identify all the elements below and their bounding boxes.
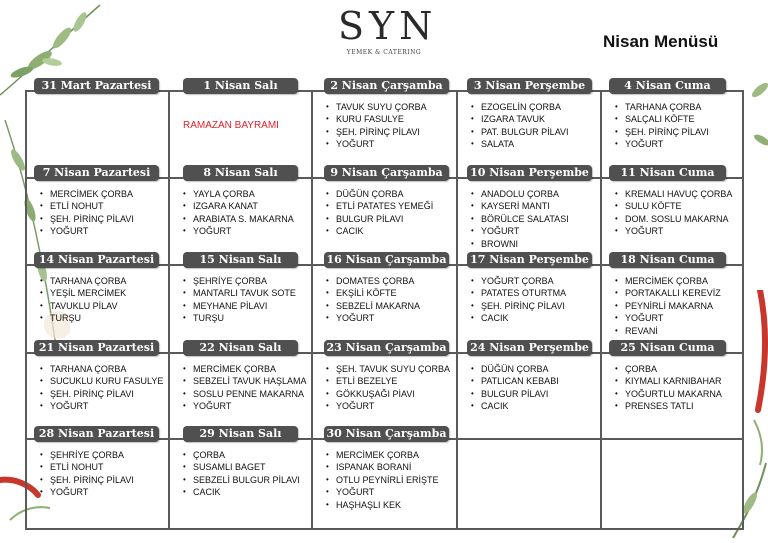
day-header: 25 Nisan Cuma	[609, 340, 726, 356]
day-header: 8 Nisan Salı	[183, 165, 298, 181]
menu-item: • ŞEH. PİRİNÇ PİLAVI	[469, 300, 566, 312]
menu-item: • ETLİ BEZELYE	[324, 375, 450, 387]
pepper-decoration-right	[740, 290, 768, 470]
menu-item: • CACIK	[181, 486, 300, 498]
grid-line-vertical	[311, 90, 313, 528]
day-header: 22 Nisan Salı	[183, 340, 298, 356]
menu-item: • BROWNI	[469, 238, 569, 250]
menu-item: • CACIK	[469, 312, 566, 324]
menu-list	[469, 101, 569, 151]
day-header: 30 Nisan Çarşamba	[324, 426, 449, 442]
menu-item: • IZGARA TAVUK	[469, 113, 569, 125]
menu-item: • PAT. BULGUR PİLAVI	[469, 126, 569, 138]
menu-item: • TARHANA ÇORBA	[38, 363, 163, 375]
menu-item: • YOĞURT	[613, 312, 721, 324]
menu-item: • MERCİMEK ÇORBA	[324, 449, 439, 461]
day-header: 15 Nisan Salı	[183, 252, 298, 268]
menu-list	[181, 188, 294, 238]
logo-wordmark: SYN	[338, 4, 438, 48]
menu-list	[469, 363, 559, 413]
menu-item: • YOĞURT	[613, 225, 732, 237]
menu-item: • KREMALI HAVUÇ ÇORBA	[613, 188, 732, 200]
day-header: 3 Nisan Perşembe	[467, 78, 592, 94]
menu-item: • YOĞURT	[324, 138, 427, 150]
menu-item: • ŞEH. PİRİNÇ PİLAVI	[38, 213, 134, 225]
menu-list	[38, 363, 163, 413]
day-header: 11 Nisan Cuma	[609, 165, 726, 181]
menu-list	[181, 363, 307, 413]
menu-item: • DÜĞÜN ÇORBA	[324, 188, 433, 200]
day-header: 2 Nisan Çarşamba	[324, 78, 449, 94]
menu-item: • ŞEHRİYE ÇORBA	[181, 275, 296, 287]
menu-list	[181, 449, 300, 499]
menu-item: • MEYHANE PİLAVI	[181, 300, 296, 312]
menu-item: • PATLICAN KEBABI	[469, 375, 559, 387]
menu-item: • YOĞURT	[38, 225, 134, 237]
menu-item: • GÖKKUŞAĞI PİAVI	[324, 388, 450, 400]
menu-list	[181, 275, 296, 325]
menu-list	[324, 449, 439, 511]
menu-item: • CACIK	[324, 225, 433, 237]
menu-list	[613, 101, 709, 151]
menu-item: • TAVUK SUYU ÇORBA	[324, 101, 427, 113]
logo-subtitle: YEMEK & CATERING	[346, 49, 422, 56]
menu-item: • ÇORBA	[613, 363, 722, 375]
day-header: 1 Nisan Salı	[183, 78, 298, 94]
menu-item: • ŞEH. PİRİNÇ PİLAVI	[38, 388, 163, 400]
menu-list	[324, 275, 420, 325]
day-header: 24 Nisan Perşembe	[467, 340, 592, 356]
menu-item: • SEBZELİ MAKARNA	[324, 300, 420, 312]
menu-item: • YEŞİL MERCİMEK	[38, 287, 126, 299]
menu-item: • BULGUR PİLAVI	[324, 213, 433, 225]
menu-item: • YOĞURT	[181, 225, 294, 237]
day-header: 28 Nisan Pazartesi	[34, 426, 159, 442]
menu-item: • MANTARLI TAVUK SOTE	[181, 287, 296, 299]
menu-item: • ŞEH. PİRİNÇ PİLAVI	[324, 126, 427, 138]
menu-item: • SULU KÖFTE	[613, 200, 732, 212]
menu-list	[469, 275, 566, 325]
menu-list	[324, 101, 427, 151]
menu-list	[38, 275, 126, 325]
holiday-label: RAMAZAN BAYRAMI	[183, 120, 279, 131]
menu-item: • SEBZELİ TAVUK HAŞLAMA	[181, 375, 307, 387]
menu-item: • DÜĞÜN ÇORBA	[469, 363, 559, 375]
menu-list	[38, 188, 134, 238]
menu-item: • TARHANA ÇORBA	[613, 101, 709, 113]
menu-item: • EZOGELİN ÇORBA	[469, 101, 569, 113]
menu-item: • YOĞURT ÇORBA	[469, 275, 566, 287]
menu-list	[613, 275, 721, 337]
menu-item: • ŞEHRİYE ÇORBA	[38, 449, 134, 461]
menu-item: • BÖRÜLCE SALATASI	[469, 213, 569, 225]
menu-item: • HAŞHAŞLI KEK	[324, 499, 439, 511]
menu-item: • SOSLU PENNE MAKARNA	[181, 388, 307, 400]
menu-item: • ÇORBA	[181, 449, 300, 461]
menu-list	[613, 188, 732, 238]
menu-item: • ŞEH. TAVUK SUYU ÇORBA	[324, 363, 450, 375]
day-header: 21 Nisan Pazartesi	[34, 340, 159, 356]
day-header: 18 Nisan Cuma	[609, 252, 726, 268]
menu-item: • CACIK	[469, 400, 559, 412]
herb-decoration-top-left	[0, 0, 140, 120]
menu-item: • YOĞURT	[324, 400, 450, 412]
day-header: 29 Nisan Salı	[183, 426, 298, 442]
menu-item: • ARABIATA S. MAKARNA	[181, 213, 294, 225]
menu-item: • ETLİ NOHUT	[38, 461, 134, 473]
grid-line-vertical	[168, 90, 170, 528]
menu-list	[38, 449, 134, 499]
day-header: 23 Nisan Çarşamba	[324, 340, 449, 356]
menu-item: • ŞEH. PİRİNÇ PİLAVI	[613, 126, 709, 138]
menu-item: • PRENSES TATLI	[613, 400, 722, 412]
menu-item: • SUSAMLI BAGET	[181, 461, 300, 473]
menu-item: • OTLU PEYNİRLİ ERİŞTE	[324, 474, 439, 486]
grid-line-vertical	[456, 90, 458, 528]
grid-line-horizontal	[25, 528, 742, 530]
menu-item: • SUCUKLU KURU FASULYE	[38, 375, 163, 387]
day-header: 31 Mart Pazartesi	[34, 78, 159, 94]
menu-item: • ETLİ PATATES YEMEĞİ	[324, 200, 433, 212]
herb-decoration-right	[740, 60, 768, 190]
logo	[338, 4, 438, 56]
menu-item: • YOĞURT	[38, 486, 134, 498]
menu-item: • MERCİMEK ÇORBA	[613, 275, 721, 287]
day-header: 9 Nisan Çarşamba	[324, 165, 449, 181]
menu-item: • REVANİ	[613, 325, 721, 337]
menu-item: • ŞEH. PİRİNÇ PİLAVI	[38, 474, 134, 486]
menu-item: • PORTAKALLI KEREVİZ	[613, 287, 721, 299]
menu-item: • SALATA	[469, 138, 569, 150]
menu-list	[324, 363, 450, 413]
menu-item: • IZGARA KANAT	[181, 200, 294, 212]
menu-item: • YOĞURT	[613, 138, 709, 150]
menu-item: • BULGUR PİLAVI	[469, 388, 559, 400]
menu-item: • SALÇALI KÖFTE	[613, 113, 709, 125]
menu-item: • PEYNİRLİ MAKARNA	[613, 300, 721, 312]
menu-item: • DOMATES ÇORBA	[324, 275, 420, 287]
menu-item: • PATATES OTURTMA	[469, 287, 566, 299]
menu-item: • SEBZELİ BULGUR PİLAVI	[181, 474, 300, 486]
menu-item: • KAYSERİ MANTI	[469, 200, 569, 212]
menu-item: • ANADOLU ÇORBA	[469, 188, 569, 200]
menu-item: • TURŞU	[181, 312, 296, 324]
day-header: 16 Nisan Çarşamba	[324, 252, 449, 268]
grid-line-vertical	[25, 90, 27, 530]
menu-item: • EKŞİLİ KÖFTE	[324, 287, 420, 299]
grid-line-vertical	[600, 90, 602, 528]
day-header: 17 Nisan Perşembe	[467, 252, 592, 268]
menu-item: • DOM. SOSLU MAKARNA	[613, 213, 732, 225]
menu-item: • ISPANAK BORANİ	[324, 461, 439, 473]
menu-list	[469, 188, 569, 250]
menu-list	[613, 363, 722, 413]
day-header: 4 Nisan Cuma	[609, 78, 726, 94]
menu-item: • KURU FASULYE	[324, 113, 427, 125]
menu-item: • TARHANA ÇORBA	[38, 275, 126, 287]
day-header: 10 Nisan Perşembe	[467, 165, 592, 181]
menu-item: • ETLİ NOHUT	[38, 200, 134, 212]
grid-line-vertical	[742, 90, 744, 530]
menu-item: • TAVUKLU PİLAV	[38, 300, 126, 312]
menu-item: • YOĞURT	[38, 400, 163, 412]
menu-item: • YOĞURT	[469, 225, 569, 237]
menu-item: • YOĞURT	[324, 312, 420, 324]
menu-item: • YAYLA ÇORBA	[181, 188, 294, 200]
day-header: 14 Nisan Pazartesi	[34, 252, 159, 268]
day-header: 7 Nisan Pazartesi	[34, 165, 159, 181]
menu-item: • MERCİMEK ÇORBA	[38, 188, 134, 200]
menu-list	[324, 188, 433, 238]
menu-item: • TURŞU	[38, 312, 126, 324]
page-title: Nisan Menüsü	[603, 32, 719, 51]
menu-item: • KIYMALI KARNIBAHAR	[613, 375, 722, 387]
menu-item: • YOĞURT	[324, 486, 439, 498]
menu-item: • YOĞURTLU MAKARNA	[613, 388, 722, 400]
menu-item: • YOĞURT	[181, 400, 307, 412]
menu-item: • MERCİMEK ÇORBA	[181, 363, 307, 375]
